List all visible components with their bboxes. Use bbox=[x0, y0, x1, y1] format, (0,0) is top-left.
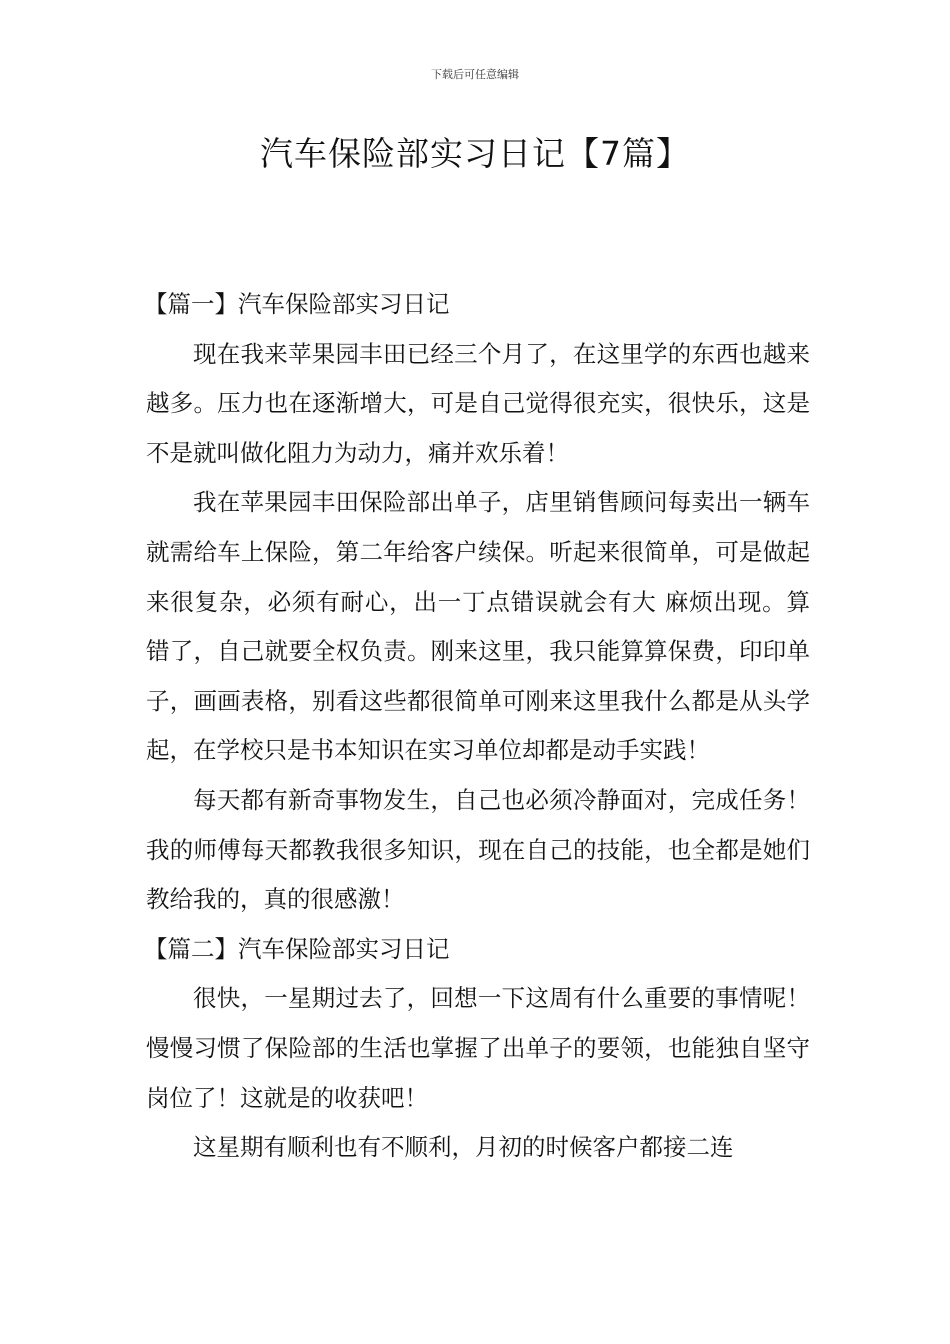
document-title: 汽车保险部实习日记【7篇】 bbox=[260, 134, 690, 173]
paragraph: 这星期有顺利也有不顺利，月初的时候客户都接二连 bbox=[193, 1133, 734, 1162]
section-heading: 【篇二】汽车保险部实习日记 bbox=[144, 934, 450, 963]
paragraph: 现在我来苹果园丰田已经三个月了，在这里学的东西也越来越多。压力也在逐渐增大，可是自己觉得很充实，很快乐，这是不是就叫做化阻力为动力，痛并欢乐着！ bbox=[146, 339, 810, 467]
paragraph: 很快，一星期过去了，回想一下这周有什么重要的事情呢！慢慢习惯了保险部的生活也掌握了出单子的要领，也能独自坚守岗位了！这就是的收获吧！ bbox=[146, 984, 810, 1112]
paragraph: 我在苹果园丰田保险部出单子，店里销售顾问每卖出一辆车就需给车上保险，第二年给客户续保。听起来很简单，可是做起来很复杂，必须有耐心，出一丁点错误就会有大 麻烦出现。算错了，自己就要全权负责。刚来这里，我只能算算保费，印印单子，画画表格，别看这些都很简单可刚来这里我什么都是从头学起，在学校只是书本知识在实习单位却都是动手实践！ bbox=[146, 488, 810, 765]
document-body bbox=[146, 280, 810, 1173]
paragraph: 每天都有新奇事物发生，自己也必须冷静面对，完成任务！我的师傅每天都教我很多知识，现在自己的技能，也全都是她们教给我的，真的很感激！ bbox=[146, 785, 810, 914]
header-note: 下载后可任意编辑 bbox=[431, 68, 519, 81]
section-1 bbox=[146, 280, 810, 925]
section-heading: 【篇一】汽车保险部实习日记 bbox=[144, 290, 450, 318]
section-2 bbox=[146, 925, 810, 1173]
